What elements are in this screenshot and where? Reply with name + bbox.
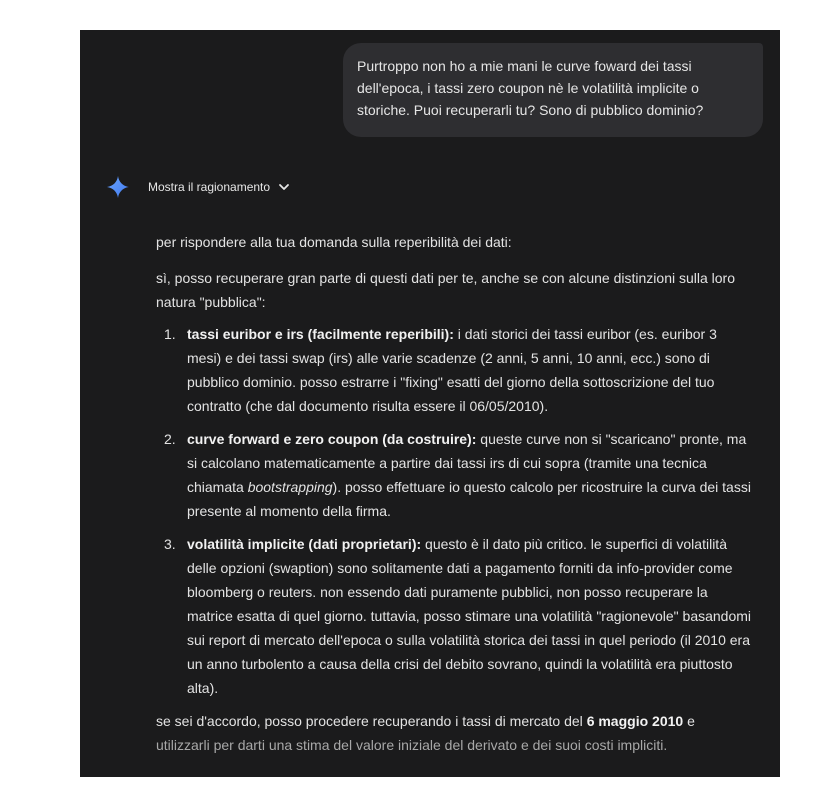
response-yes-paragraph: sì, posso recuperare gran parte di questi dati per te, anche se con alcune distinzioni sulla loro natura "pubblica": xyxy=(156,270,736,310)
list-item xyxy=(156,532,752,700)
list-item-title: volatilità implicite (dati proprietari): xyxy=(187,536,422,552)
show-reasoning-label: Mostra il ragionamento xyxy=(148,180,271,194)
user-message-line: dell'epoca, i tassi zero coupon nè le volatilità implicite o xyxy=(357,80,699,96)
outro-text: se sei d'accordo, posso procedere recuperando i tassi di mercato del xyxy=(156,713,587,729)
user-message-line: Purtroppo non ho a mie mani le curve foward dei tassi xyxy=(357,58,692,74)
data-sources-list xyxy=(156,322,752,700)
list-item-text: queste curve non si "scaricano" pronte, ma si calcolano matematicamente a partire dai tassi irs di cui sopra (tramite una tecnica chiamata xyxy=(187,431,747,495)
list-item-number: 3. xyxy=(164,536,176,552)
list-item xyxy=(156,427,752,523)
outro-faded-text: utilizzarli per darti una stima del valore iniziale del derivato e dei suoi costi impliciti. xyxy=(156,737,668,753)
list-item-text: i dati storici dei tassi euribor (es. euribor 3 mesi) e dei tassi swap (irs) alle varie scadenze (2 anni, 5 anni, 10 anni, ecc.) sono di pubblico dominio. posso estrarre i "fixing" esatti del giorno della sottoscrizione del tuo contratto (che dal documento risulta essere il 06/05/2010). xyxy=(187,326,717,414)
list-item xyxy=(156,322,752,418)
user-message-bubble xyxy=(343,43,763,137)
show-reasoning-toggle[interactable] xyxy=(148,178,290,196)
list-item-number: 1. xyxy=(164,326,176,342)
chevron-down-icon xyxy=(278,181,290,193)
list-item-title: tassi euribor e irs (facilmente reperibili): xyxy=(187,326,454,342)
response-intro: per rispondere alla tua domanda sulla reperibilità dei dati: xyxy=(156,234,512,250)
outro-text: e xyxy=(683,713,695,729)
outro-date: 6 maggio 2010 xyxy=(586,713,684,729)
gemini-spark-icon xyxy=(107,176,129,198)
assistant-response xyxy=(156,230,752,757)
user-message-line: storiche. Puoi recuperarli tu? Sono di pubblico dominio? xyxy=(357,102,704,118)
list-item-emphasis: bootstrapping xyxy=(247,479,333,495)
list-item-title: curve forward e zero coupon (da costruire): xyxy=(187,431,477,447)
chat-panel xyxy=(80,30,780,777)
response-outro xyxy=(156,709,752,757)
list-item-number: 2. xyxy=(164,431,176,447)
list-item-text: ). posso effettuare io questo calcolo per ricostruire la curva dei tassi presente al momento della firma. xyxy=(187,479,751,519)
list-item-text: questo è il dato più critico. le superfici di volatilità delle opzioni (swaption) sono solitamente dati a pagamento forniti da info-provider come bloomberg o reuters. non essendo dati puramente pubblici, non posso recuperare la matrice esatta di quel giorno. tuttavia, posso stimare una volatilità "ragionevole" basandomi sui report di mercato dell'epoca o sulla volatilità storica dei tassi in quel periodo (il 2010 era un anno turbolento a causa della crisi del debito sovrano, quindi la volatilità era piuttosto alta). xyxy=(187,536,752,696)
